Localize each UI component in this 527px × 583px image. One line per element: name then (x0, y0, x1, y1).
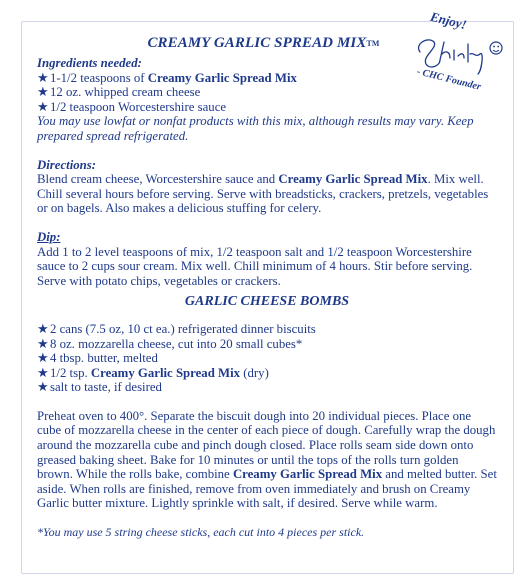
star-icon: ★ (37, 321, 49, 336)
bombs-instructions: Preheat oven to 400°. Separate the biscuit dough into 20 individual pieces. Place one cube of mozzarella cheese in the center of each piece of dough. Carefully wrap the dough around the mozzarella cube and pinch dough closed. Place rolls seam side down onto greased baking sheet. Bake for 10 minutes or until the tops of the rolls turn golden brown. While the rolls bake, combine Creamy Garlic Spread Mix and melted butter. Set aside. When rolls are finished, remove from oven immediately and brush on Creamy Garlic butter mixture. Lightly sprinkle with salt, if desired. Serve while warm. (37, 408, 497, 511)
star-icon: ★ (37, 336, 49, 351)
list-item: ★ 8 oz. mozzarella cheese, cut into 20 small cubes* (37, 336, 303, 351)
star-icon: ★ (37, 99, 49, 114)
list-item: ★ 1/2 teaspoon Worcestershire sauce (37, 99, 227, 114)
title-text: CREAMY GARLIC SPREAD MIX (147, 35, 367, 51)
bombs-footnote: *You may use 5 string cheese sticks, each cut into 4 pieces per stick. (37, 525, 365, 540)
list-item: ★ 1/2 tsp. Creamy Garlic Spread Mix (dry) (37, 365, 269, 380)
list-item: ★ 2 cans (7.5 oz, 10 ct ea.) refrigerated dinner biscuits (37, 321, 316, 336)
recipe-content (37, 56, 497, 540)
dip-text: Add 1 to 2 level teaspoons of mix, 1/2 teaspoon salt and 1/2 teaspoon Worcestershire sauce to 2 cups sour cream. Mix well. Chill minimum of 4 hours. Stir before serving. Serve with potato chips, vegetables or crackers. (37, 244, 473, 288)
dip-heading: Dip: (37, 229, 61, 244)
founder-caption: - CHC Founder (415, 66, 482, 93)
bombs-title: GARLIC CHEESE BOMBS (184, 294, 350, 310)
star-icon: ★ (37, 85, 49, 100)
star-icon: ★ (37, 351, 49, 366)
directions-text: Blend cream cheese, Worcestershire sauce and Creamy Garlic Spread Mix. Mix well. Chill several hours before serving. Serve with breadsticks, crackers, pretzels, vegetables or on bagels. Also makes a delicious stuffing for celery. (37, 172, 489, 216)
trademark-mark: TM (366, 39, 380, 48)
star-icon: ★ (37, 70, 49, 85)
list-item: ★ 12 oz. whipped cream cheese (37, 85, 201, 100)
list-item: ★ 4 tbsp. butter, melted (37, 351, 158, 366)
ingredients-list (37, 71, 497, 115)
star-icon: ★ (37, 365, 49, 380)
recipe-title (0, 35, 527, 52)
bombs-ingredients-list (37, 322, 497, 395)
directions-heading: Directions: (37, 157, 97, 172)
ingredients-note: You may use lowfat or nonfat products with this mix, although results may vary. Keep prepared spread refrigerated. (37, 114, 474, 143)
star-icon: ★ (37, 380, 49, 395)
enjoy-text: Enjoy! (428, 8, 469, 33)
list-item: ★ 1-1/2 teaspoons of Creamy Garlic Spread Mix (37, 70, 297, 85)
list-item: ★ salt to taste, if desired (37, 380, 162, 395)
ingredients-heading: Ingredients needed: (37, 56, 142, 70)
